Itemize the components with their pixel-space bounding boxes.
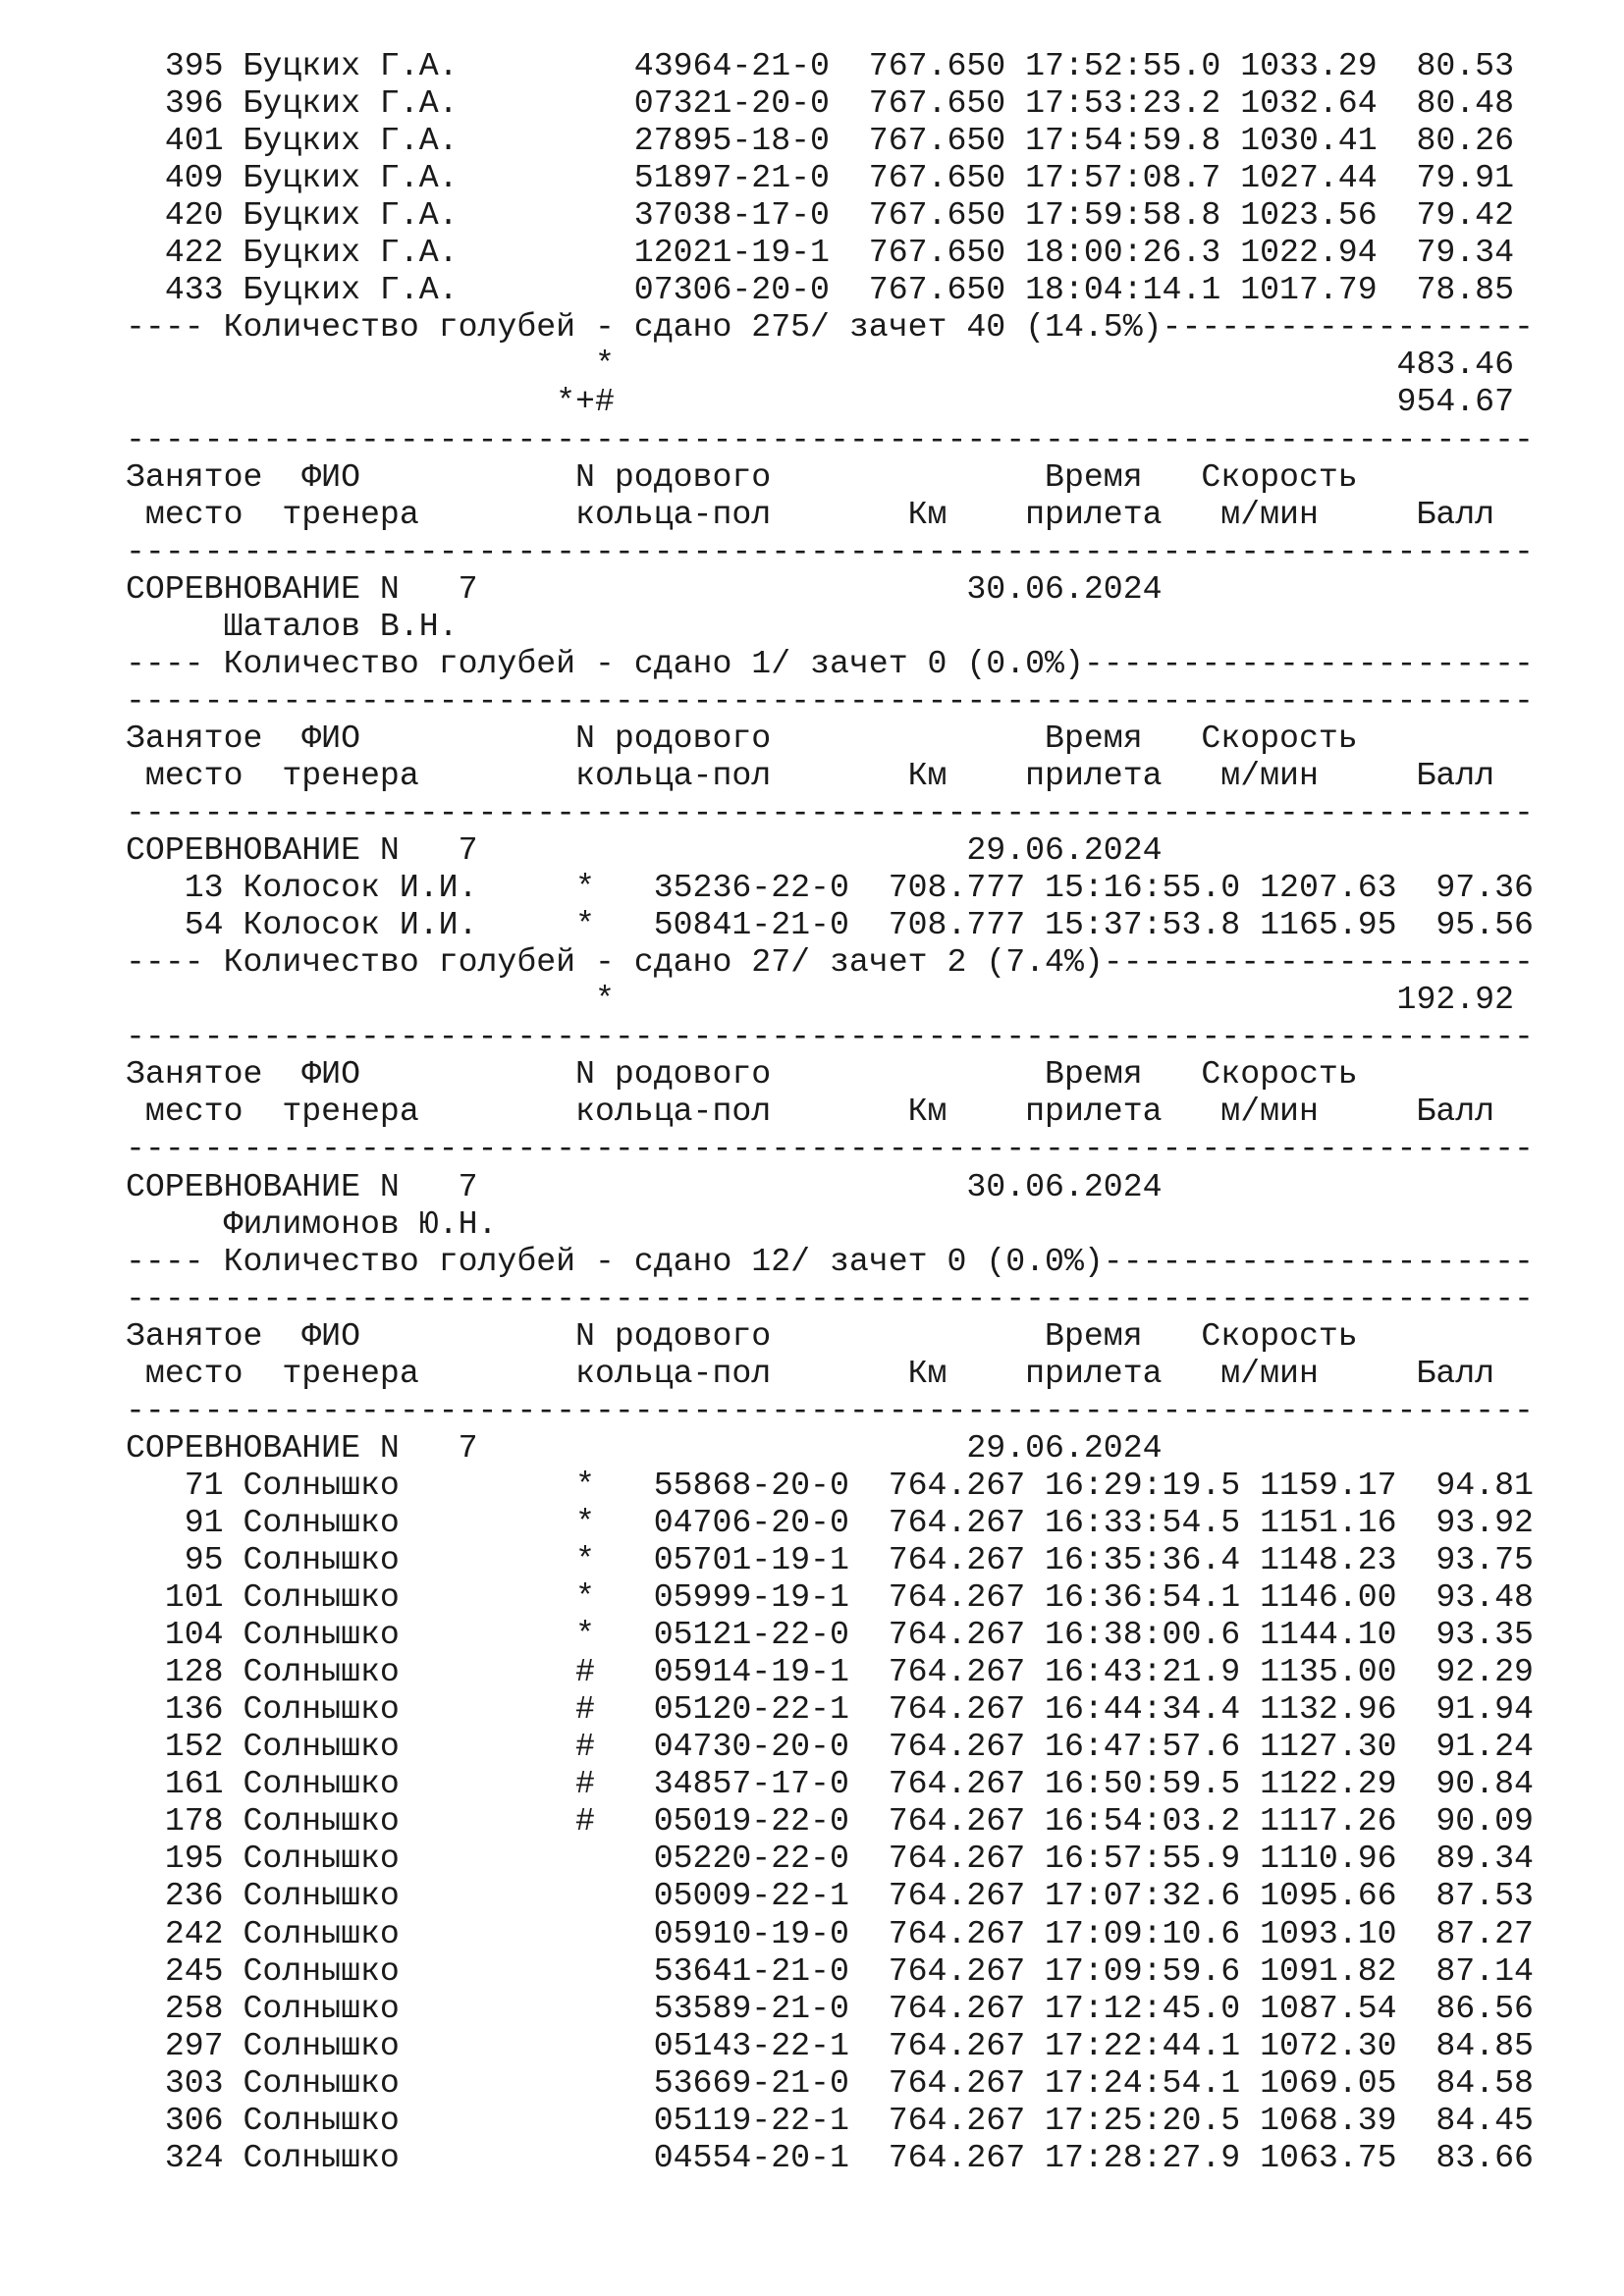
result-row: 395 Буцких Г.А. 43964-21-0 767.650 17:52:55.0 1033.29 80.53	[126, 47, 1515, 84]
column-header: Занятое ФИО N родового Время Скорость	[126, 457, 1358, 496]
competition-header: СОРЕВНОВАНИЕ N 7 30.06.2024	[126, 1167, 1163, 1205]
result-row: 104 Солнышко * 05121-22-0 764.267 16:38:00.6 1144.10 93.35	[126, 1616, 1534, 1654]
result-row: 409 Буцких Г.А. 51897-21-0 767.650 17:57:08.7 1027.44 79.91	[126, 159, 1515, 197]
separator-line: ------------------------------------------------------------------------	[126, 1391, 1534, 1429]
separator-line: ------------------------------------------------------------------------	[126, 681, 1534, 720]
result-row: 420 Буцких Г.А. 37038-17-0 767.650 17:59:58.8 1023.56 79.42	[126, 196, 1515, 235]
result-row: 91 Солнышко * 04706-20-0 764.267 16:33:54.5 1151.16 93.92	[126, 1503, 1534, 1541]
result-row: 101 Солнышко * 05999-19-1 764.267 16:36:54.1 1146.00 93.48	[126, 1578, 1534, 1617]
column-header: Занятое ФИО N родового Время Скорость	[126, 1316, 1358, 1355]
points-total: * 483.46	[126, 346, 1515, 384]
result-row: 245 Солнышко 53641-21-0 764.267 17:09:59.6 1091.82 87.14	[126, 1951, 1534, 1990]
trainer-name: Филимонов Ю.Н.	[126, 1204, 498, 1243]
result-row: 433 Буцких Г.А. 07306-20-0 767.650 18:04:14.1 1017.79 78.85	[126, 271, 1515, 309]
result-row: 258 Солнышко 53589-21-0 764.267 17:12:45.0 1087.54 86.56	[126, 1989, 1534, 2027]
competition-header: СОРЕВНОВАНИЕ N 7 29.06.2024	[126, 1428, 1163, 1467]
points-total: * 192.92	[126, 981, 1515, 1019]
separator-line: ------------------------------------------------------------------------	[126, 1279, 1534, 1317]
competition-header: СОРЕВНОВАНИЕ N 7 29.06.2024	[126, 831, 1163, 870]
separator-line: ------------------------------------------------------------------------	[126, 1018, 1534, 1056]
result-row: 236 Солнышко 05009-22-1 764.267 17:07:32.6 1095.66 87.53	[126, 1877, 1534, 1915]
points-total: *+# 954.67	[126, 383, 1515, 421]
result-row: 401 Буцких Г.А. 27895-18-0 767.650 17:54:59.8 1030.41 80.26	[126, 122, 1515, 160]
separator-line: ------------------------------------------------------------------------	[126, 532, 1534, 570]
result-row: 152 Солнышко # 04730-20-0 764.267 16:47:57.6 1127.30 91.24	[126, 1728, 1534, 1766]
summary-line: ---- Количество голубей - сдано 1/ зачет 0 (0.0%)-----------------------	[126, 644, 1534, 682]
result-row: 396 Буцких Г.А. 07321-20-0 767.650 17:53:23.2 1032.64 80.48	[126, 84, 1515, 123]
result-row: 242 Солнышко 05910-19-0 764.267 17:09:10.6 1093.10 87.27	[126, 1914, 1534, 1952]
result-row: 13 Колосок И.И. * 35236-22-0 708.777 15:16:55.0 1207.63 97.36	[126, 869, 1534, 907]
column-header: место тренера кольца-пол Км прилета м/мин Балл	[126, 756, 1495, 794]
result-row: 306 Солнышко 05119-22-1 764.267 17:25:20.5 1068.39 84.45	[126, 2101, 1534, 2139]
column-header: Занятое ФИО N родового Время Скорость	[126, 719, 1358, 757]
result-row: 297 Солнышко 05143-22-1 764.267 17:22:44.1 1072.30 84.85	[126, 2026, 1534, 2064]
result-row: 128 Солнышко # 05914-19-1 764.267 16:43:21.9 1135.00 92.29	[126, 1653, 1534, 1691]
result-row: 422 Буцких Г.А. 12021-19-1 767.650 18:00:26.3 1022.94 79.34	[126, 234, 1515, 272]
result-row: 54 Колосок И.И. * 50841-21-0 708.777 15:37:53.8 1165.95 95.56	[126, 906, 1534, 944]
result-row: 178 Солнышко # 05019-22-0 764.267 16:54:03.2 1117.26 90.09	[126, 1802, 1534, 1841]
result-row: 71 Солнышко * 55868-20-0 764.267 16:29:19.5 1159.17 94.81	[126, 1466, 1534, 1504]
result-row: 95 Солнышко * 05701-19-1 764.267 16:35:36.4 1148.23 93.75	[126, 1541, 1534, 1578]
separator-line: ------------------------------------------------------------------------	[126, 794, 1534, 831]
competition-header: СОРЕВНОВАНИЕ N 7 30.06.2024	[126, 569, 1163, 608]
result-row: 136 Солнышко # 05120-22-1 764.267 16:44:34.4 1132.96 91.94	[126, 1690, 1534, 1729]
result-row: 324 Солнышко 04554-20-1 764.267 17:28:27.9 1063.75 83.66	[126, 2138, 1534, 2176]
column-header: Занятое ФИО N родового Время Скорость	[126, 1055, 1358, 1094]
column-header: место тренера кольца-пол Км прилета м/мин Балл	[126, 495, 1495, 533]
summary-line: ---- Количество голубей - сдано 12/ зачет 0 (0.0%)----------------------	[126, 1242, 1534, 1280]
trainer-name: Шаталов В.Н.	[126, 607, 459, 645]
separator-line: ------------------------------------------------------------------------	[126, 1130, 1534, 1168]
summary-line: ---- Количество голубей - сдано 27/ зачет 2 (7.4%)----------------------	[126, 943, 1534, 982]
summary-line: ---- Количество голубей - сдано 275/ зачет 40 (14.5%)-------------------	[126, 308, 1534, 347]
separator-line: ------------------------------------------------------------------------	[126, 420, 1534, 458]
column-header: место тренера кольца-пол Км прилета м/мин Балл	[126, 1093, 1495, 1131]
result-row: 195 Солнышко 05220-22-0 764.267 16:57:55.9 1110.96 89.34	[126, 1840, 1534, 1878]
column-header: место тренера кольца-пол Км прилета м/мин Балл	[126, 1354, 1495, 1392]
result-row: 303 Солнышко 53669-21-0 764.267 17:24:54.1 1069.05 84.58	[126, 2063, 1534, 2102]
result-row: 161 Солнышко # 34857-17-0 764.267 16:50:59.5 1122.29 90.84	[126, 1765, 1534, 1803]
